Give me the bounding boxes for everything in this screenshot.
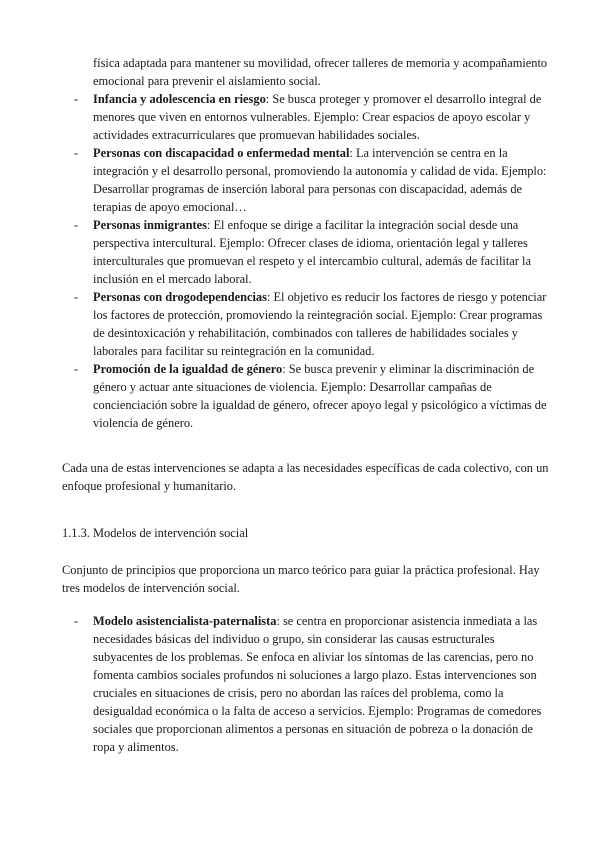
intro-paragraph: Conjunto de principios que proporciona un marco teórico para guiar la práctica profesional. Hay tres modelos de intervención social. [62,563,540,595]
list-item-term: Personas inmigrantes [93,218,207,232]
list-item-text: : se centra en proporcionar asistencia inmediata a las necesidades básicas del individuo o grupo, sin considerar las causas estructurales subyacentes de los problemas. Se enfoca en aliviar los síntomas de las carencias, pero no fomenta cambios sociales profundos ni soluciones a largo plazo. Estas intervenciones son cruciales en situaciones de crisis, pero no abordan las raíces del problema, como la desigualdad económica o la falta de acceso a servicios. Ejemplo: Programas de comedores sociales que proporcionan alimentos a personas en situación de pobreza o la donación de ropa y alimentos. [93,614,542,754]
list-item-term: Modelo asistencialista-paternalista [93,614,277,628]
list-item [93,216,549,288]
continuation-text: física adaptada para mantener su movilidad, ofrecer talleres de memoria y acompañamiento emocional para prevenir el aislamiento social. [93,56,548,88]
section-heading: 1.1.3. Modelos de intervención social [62,526,249,540]
list-item-term: Promoción de la igualdad de género [93,362,283,376]
list-item [93,360,549,432]
list-item-text: : El objetivo es reducir los factores de riesgo y potenciar los factores de protección, promoviendo la reintegración social. Ejemplo: Crear programas de desintoxicación y rehabilitación, combinados con talleres de habilidades sociales y laborales para facilitar su reintegración en la comunidad. [93,290,547,358]
list-item-text: : Se busca proteger y promover el desarrollo integral de menores que viven en entornos vulnerables. Ejemplo: Crear espacios de apoyo escolar y actividades extracurriculares que promuevan habilidades sociales. [93,92,542,142]
list-item-term: Personas con discapacidad o enfermedad mental [93,146,350,160]
list-item [93,144,549,216]
list-item-text: : El enfoque se dirige a facilitar la integración social desde una perspectiva intercultural. Ejemplo: Ofrecer clases de idioma, orientación legal y talleres interculturales que promuevan el respeto y el intercambio cultural, además de facilitar la inclusión en el mercado laboral. [93,218,531,286]
list-item-term: Personas con drogodependencias [93,290,267,304]
list-item [93,288,549,360]
target-groups-list [93,90,549,432]
list-item-text: : Se busca prevenir y eliminar la discriminación de género y actuar ante situaciones de violencia. Ejemplo: Desarrollar campañas de concienciación sobre la igualdad de género, ofrecer apoyo legal y psicológico a víctimas de violencia de género. [93,362,547,430]
list-item [93,612,549,756]
list-item-term: Infancia y adolescencia en riesgo [93,92,266,106]
summary-paragraph: Cada una de estas intervenciones se adapta a las necesidades específicas de cada colectivo, con un enfoque profesional y humanitario. [62,461,549,493]
list-item-text: : La intervención se centra en la integración y el desarrollo personal, promoviendo la autonomía y calidad de vida. Ejemplo: Desarrollar programas de inserción laboral para personas con discapacidad, además de terapias de apoyo emocional… [93,146,547,214]
list-item [93,90,549,144]
models-list [93,612,549,756]
